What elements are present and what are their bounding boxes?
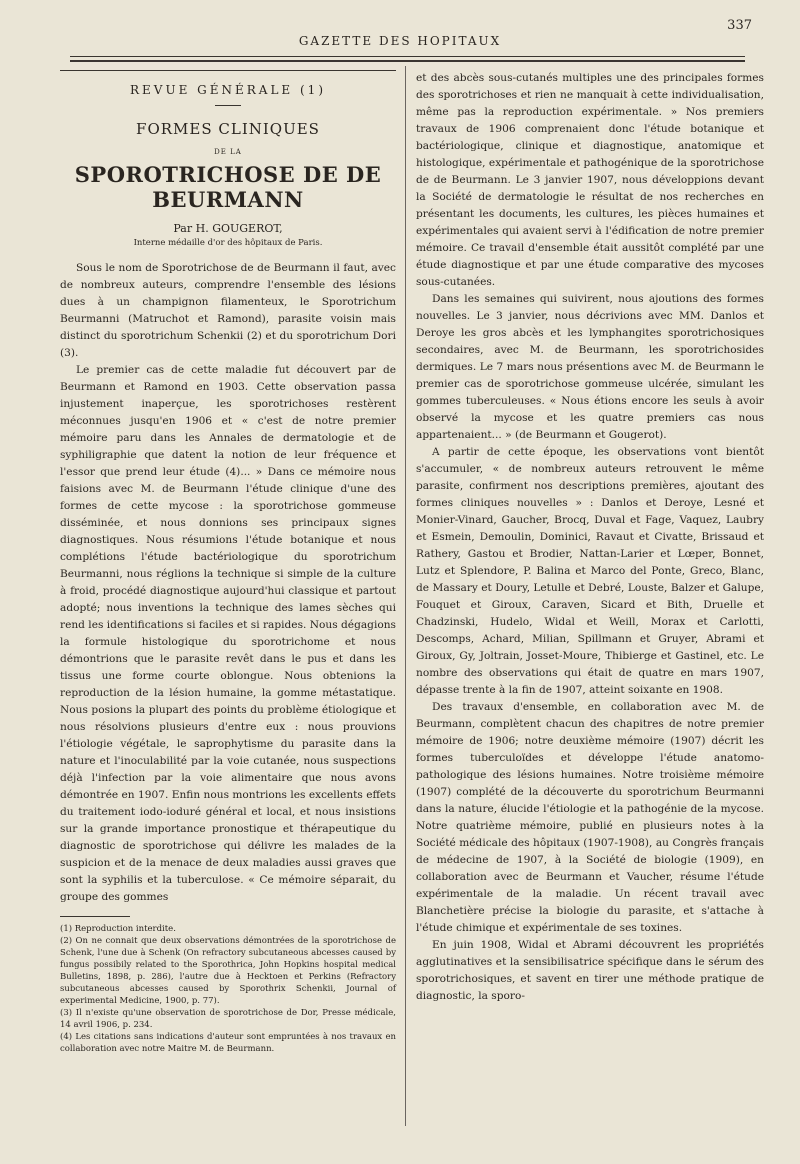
footnote: (2) On ne connait que deux observations démontrées de la sporotrichose de Schenk, l'une due à Schenk (On refractory subcutaneous abcesses caused by fungus possibily related to the Sporothrica, John Hopkins hospital medical Bulletins, 1898, p. 286), l'autre due à Hecktoen et Perkins (Refractory subcutaneous abcesses caused by Sporothrix Schenkii, Journal of experimental Medicine, 1900, p. 77). [60,936,396,1006]
paragraph: A partir de cette époque, les observations vont bientôt s'accumuler, « de nombreux auteurs retrouvent le même parasite, confirment nos descriptions premières, ajoutant des formes cliniques nouvelles » : Danlos et Deroye, Lesné et Monier-Vinard, Gaucher, Brocq, Duval et Fage, Vaquez, Laubry et Esmein, Demoulin, Dominici, Ravaut et Civatte, Brissaud et Rathery, Gastou et Brodier, Nattan-Larier et Lœper, Bonnet, Lutz et Splendore, P. Balina et Marco del Ponte, Greco, Blanc, de Massary et Doury, Letulle et Debré, Louste, Balzer et Galupe, Fouquet et Giroux, Caraven, Sicard et Bith, Druelle et Chadzinski, Hudelo, Widal et Weill, Morax et Carlotti, Descomps, Achard, Milian, Spillmann et Gruyer, Abrami et Giroux, Gy, Joltrain, Josset-Moure, Thibierge et Gastinel, etc. Le nombre des observations qui était de quatre en mars 1907, dépasse trente à la fin de 1907, atteint soixante en 1908. [416,446,764,696]
section-kicker: REVUE GÉNÉRALE (1) [130,83,326,97]
article-title-connector: DE LA [214,148,242,156]
byline: Par H. GOUGEROT, [173,222,283,235]
paragraph: et des abcès sous-cutanés multiples une des principales formes des sporotrichoses et rien ne manquait à cette individualisation, même pas la reproduction expérimentale. » Nos premiers travaux de 1906 comprenaient donc l'étude botanique et bactériologique, clinique et diagnostique, anatomique et histologique, expérimentale et pathogénique de la sporotrichose de de Beurmann. Le 3 janvier 1907, nous développions devant la Société de dermatologie le résultat de nos recherches en présentant les documents, les cultures, les pièces humaines et expérimentales qui avaient servi à l'édification de notre premier mémoire. Ce travail d'ensemble était aussitôt complété par une étude diagnostique et par une étude comparative des mycoses sous-cutanées. [416,72,764,288]
article-title-line2: SPOROTRICHOSE DE DE BEURMANN [74,162,382,212]
kicker-dash [215,105,241,106]
header-rule-thin [70,56,745,57]
footnote: (3) Il n'existe qu'une observation de sporotrichose de Dor, Presse médicale, 14 avril 1906, p. 234. [60,1008,396,1030]
footnote: (1) Reproduction interdite. [60,924,176,934]
header-rule-thick [70,60,745,62]
author-affiliation: Interne médaille d'or des hôpitaux de Paris. [133,238,323,248]
right-column [416,70,764,1005]
kicker-rule [60,70,396,71]
footnote: (4) Les citations sans indications d'auteur sont empruntées à nos travaux en collaboration avec notre Maitre M. de Beurmann. [60,1032,396,1054]
column-divider [405,66,406,1126]
page-number: 337 [727,18,752,33]
paragraph: Des travaux d'ensemble, en collaboration avec M. de Beurmann, complètent chacun des chapitres de notre premier mémoire de 1906; notre deuxième mémoire (1907) décrit les formes tuberculoïdes et développe l'étude anatomo-pathologique des lésions humaines. Notre troisième mémoire (1907) complété de la découverte du sporotrichum Beurmanni dans la nature, élucide l'étiologie et la pathogénie de la mycose. Notre quatrième mémoire, publié en plusieurs notes à la Société médicale des hôpitaux (1907-1908), au Congrès français de médecine de 1907, à la Société de biologie (1909), en collaboration avec de Beurmann et Vaucher, résume l'étude expérimentale de la maladie. Un récent travail avec Blanchetière précise la biologie du parasite, et s'attache à l'étude chimique et expérimentale de ses toxines. [416,701,764,934]
left-column [60,70,396,1055]
paragraph: En juin 1908, Widal et Abrami découvrent les propriétés agglutinatives et la sensibilisatrice spécifique dans le sérum des sporotrichosiques, et savent en tirer une méthode pratique de diagnostic, la sporo- [416,939,764,1002]
article-title-line1: FORMES CLINIQUES [136,120,320,138]
paragraph: Sous le nom de Sporotrichose de de Beurmann il faut, avec de nombreux auteurs, comprendre l'ensemble des lésions dues à un champignon filamenteux, le Sporotrichum Beurmanni (Matruchot et Ramond), parasite voisin mais distinct du sporotrichum Schenkii (2) et du sporotrichum Dori (3). [60,262,396,359]
footnote-rule [60,916,130,917]
paragraph: Le premier cas de cette maladie fut découvert par de Beurmann et Ramond en 1903. Cette observation passa injustement inaperçue, les sporotrichoses restèrent méconnues jusqu'en 1906 et « c'est de notre premier mémoire paru dans les Annales de dermatologie et de syphiligraphie que datent la notion de leur fréquence et l'essor que prend leur étude (4)... » Dans ce mémoire nous faisions avec M. de Beurmann l'étude clinique d'une des formes de cette mycose : la sporotrichose gommeuse disséminée, et nous donnions ses principaux signes diagnostiques. Nous résumions l'étude botanique et nous complétions l'étude bactériologique du sporotrichum Beurmanni, nous réglions la technique si simple de la culture à froid, procédé diagnostique aujourd'hui classique et partout adopté; nous inventions la technique des lames sèches qui rend les identifications si faciles et si rapides. Nous dégagions la formule histologique du sporotrichome et nous démontrions que le parasite revêt dans le pus et dans les tissus une forme courte oblongue. Nous obtenions la reproduction de la lésion humaine, la gomme métastatique. Nous posions la plupart des points du problème étiologique et nous résolvions plusieurs d'entre eux : nous prouvions l'étiologie végétale, le saprophytisme du parasite dans la nature et l'inoculabilité par la voie cutanée, nous suspections déjà l'infection par la voie alimentaire que nous avons démontrée en 1907. Enfin nous montrions les excellents effets du traitement iodo-ioduré général et local, et nous insistions sur la grande importance pronostique et thérapeutique du diagnostic de sporotrichose qui délivre les malades de la suspicion et de la menace de deux maladies aussi graves que sont la syphilis et la tuberculose. « Ce mémoire séparait, du groupe des gommes [60,364,396,903]
running-head: GAZETTE DES HOPITAUX [298,34,502,48]
paragraph: Dans les semaines qui suivirent, nous ajoutions des formes nouvelles. Le 3 janvier, nous décrivions avec MM. Danlos et Deroye les gros abcès et les lymphangites sporotrichosiques secondaires, avec M. de Beurmann, les sporotrichosides dermiques. Le 7 mars nous présentions avec M. de Beurmann le premier cas de sporotrichose gommeuse ulcérée, simulant les gommes tuberculeuses. « Nous étions encore les seuls à avoir observé la mycose et les quatre premiers cas nous appartenaient... » (de Beurmann et Gougerot). [416,293,764,441]
